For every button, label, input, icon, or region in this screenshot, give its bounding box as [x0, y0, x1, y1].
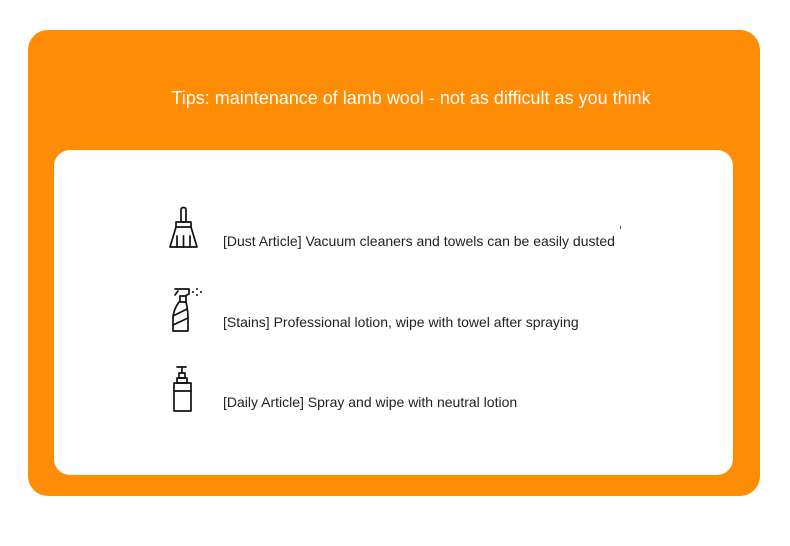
tip-dust: [54, 206, 733, 266]
tip-daily-text: [Daily Article] Spray and wipe with neutral lotion: [223, 394, 518, 410]
tips-title: Tips: maintenance of lamb wool - not as difficult as you think: [171, 88, 651, 108]
tip-dust-text: [Dust Article] Vacuum cleaners and towels can be easily dusted: [223, 233, 615, 249]
tips-panel: [54, 150, 733, 475]
duster-brush-icon: [164, 206, 204, 266]
tip-stains: [54, 286, 733, 346]
spray-bottle-icon: [164, 286, 204, 346]
pump-bottle-icon: [164, 364, 204, 424]
tip-daily: [54, 364, 733, 424]
tip-stains-text: [Stains] Professional lotion, wipe with towel after spraying: [223, 314, 579, 330]
tips-card: [28, 30, 760, 496]
